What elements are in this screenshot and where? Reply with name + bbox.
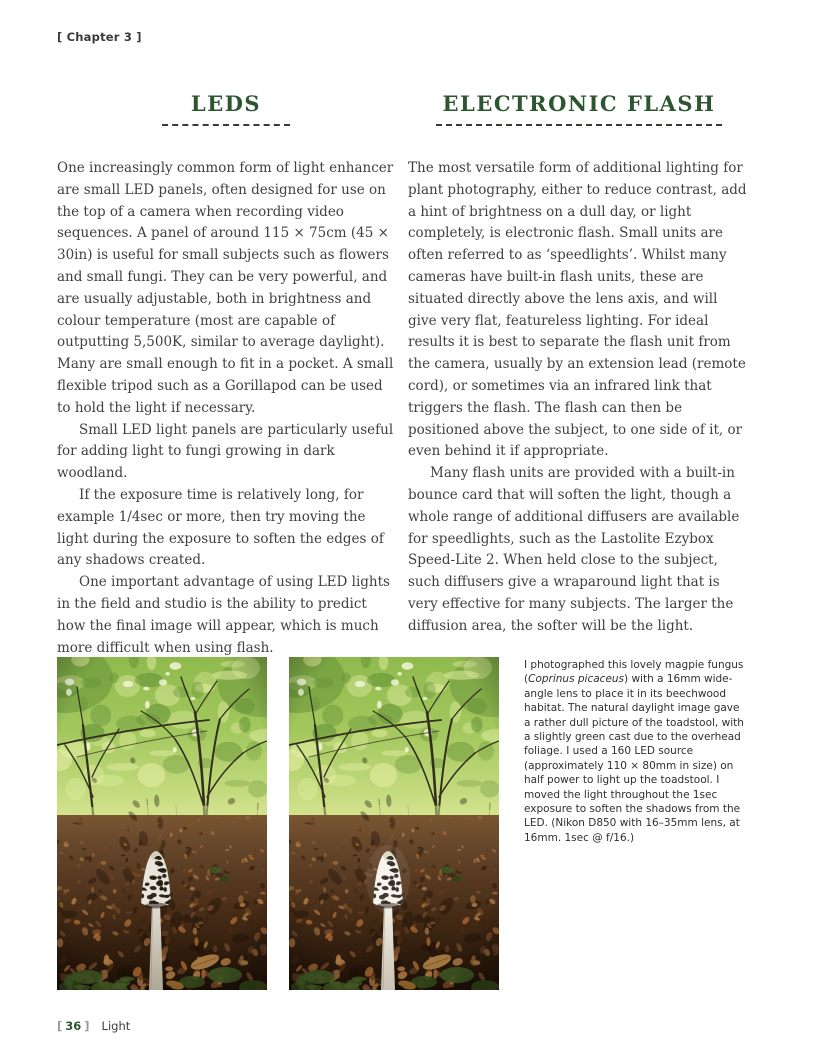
heading-underline [162, 124, 290, 126]
paragraph: If the exposure time is relatively long, for example 1/4sec or more, then try moving the light during the exposure to soften the edges of any shadows created. [57, 486, 384, 569]
heading-underline [436, 124, 722, 126]
species-name: Coprinus picaceus [528, 673, 625, 686]
footer-bracket-close: ] [84, 1019, 90, 1033]
section-label: Light [101, 1019, 131, 1033]
column-leds-body [57, 158, 395, 659]
chapter-label: [ Chapter 3 ] [57, 30, 142, 44]
section-heading-electronic-flash: ELECTRONIC FLASH [442, 91, 716, 116]
paragraph: One important advantage of using LED lights in the field and studio is the ability to predict how the final image will appear, which is much more difficult when using flash. [57, 574, 390, 656]
paragraph: Many flash units are provided with a built-in bounce card that will soften the light, though a whole range of additional diffusers are available for speedlights, such as the Lastolite Ezybox Speed-Lite 2. When held close to the subject, such diffusers give a wraparound light that is very effective for many subjects. The larger the diffusion area, the softer will be the light. [408, 465, 740, 634]
paragraph: The most versatile form of additional lighting for plant photography, either to reduce contrast, add a hint of brightness on a dull day, or light completely, is electronic flash. Small units are often referred to as ‘speedlights’. Whilst many cameras have built-in flash units, these are situated directly above the lens axis, and will give very flat, featureless lighting. For ideal results it is best to separate the flash unit from the camera, usually by an extension lead (remote cord), or sometimes via an infrared link that triggers the flash. The flash can then be positioned above the subject, to one side of it, or even behind it if appropriate. [408, 160, 747, 460]
photo-daylight [57, 657, 267, 990]
image-caption [524, 658, 748, 845]
caption-lead: I photographed this lovely magpie fungus ( [524, 659, 744, 686]
page-footer [57, 1019, 130, 1033]
column-leds [57, 92, 395, 659]
page-number: 36 [65, 1019, 82, 1033]
section-heading-leds: LEDS [190, 91, 262, 116]
column-electronic-flash-body [408, 158, 750, 638]
photo-led-lit [289, 657, 499, 990]
paragraph: Small LED light panels are particularly useful for adding light to fungi growing in dark woodland. [57, 421, 394, 482]
paragraph: One increasingly common form of light enhancer are small LED panels, often designed for use on the top of a camera when recording video sequences. A panel of around 115 × 75cm (45 × 30in) is useful for small subjects such as flowers and small fungi. They can be very powerful, and are usually adjustable, both in brightness and colour temperature (most are capable of outputting 5,500K, similar to average daylight). Many are small enough to fit in a pocket. A small flexible tripod such as a Gorillapod can be used to hold the light if necessary. [57, 160, 394, 416]
column-electronic-flash [408, 92, 750, 638]
footer-bracket-open: [ [57, 1019, 63, 1033]
caption-rest: ) with a 16mm wide-angle lens to place it in its beechwood habitat. The natural daylight image gave a rather dull picture of the toadstool, with a slightly green cast due to the overhead foliage. I used a 160 LED source (approximately 110 × 80mm in size) on half power to light up the toadstool. I moved the light throughout the 1sec exposure to soften the shadows from the LED. (Nikon D850 with 16–35mm lens, at 16mm. 1sec @ f/16.) [524, 673, 744, 844]
